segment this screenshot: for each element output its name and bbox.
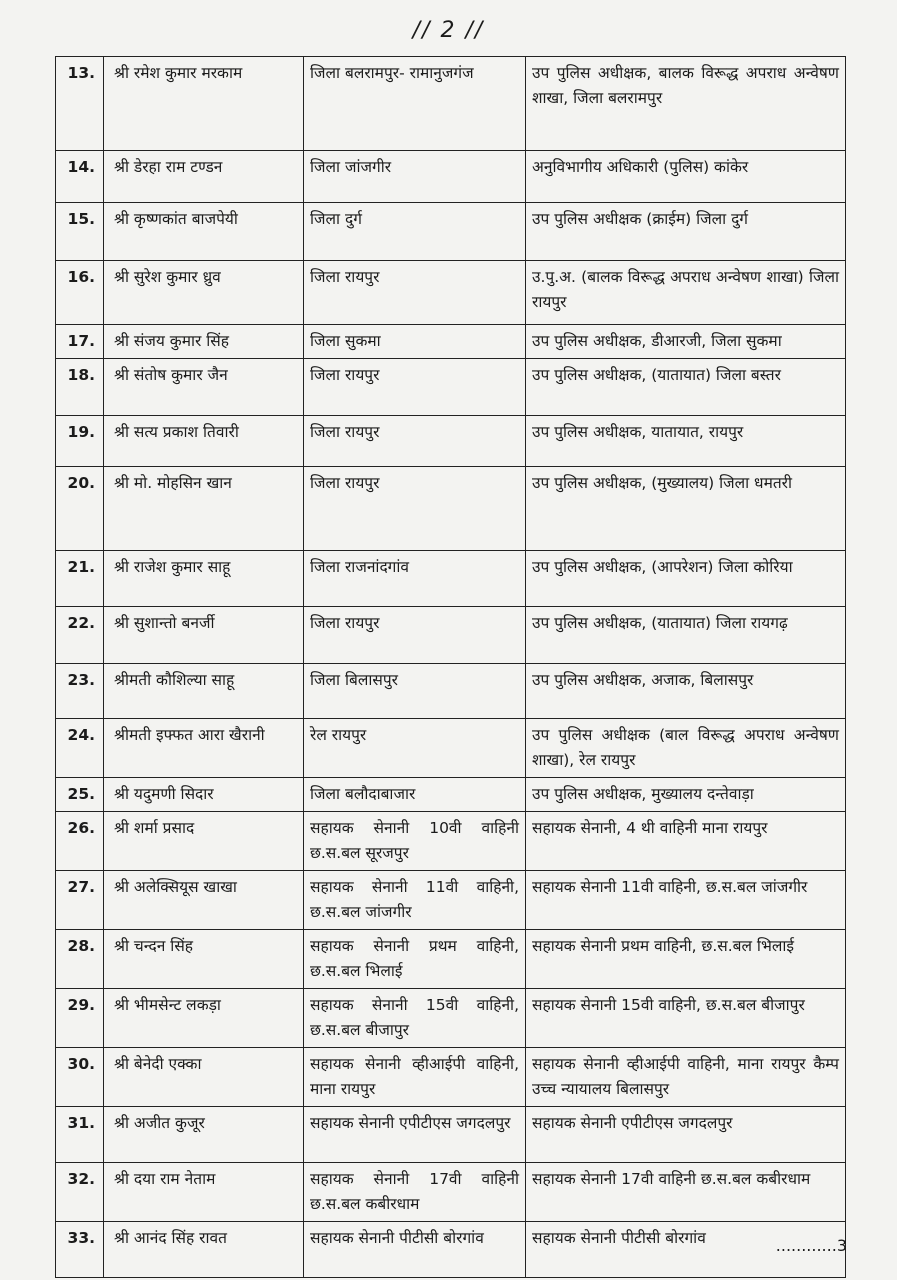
new-posting: उप पुलिस अधीक्षक, बालक विरूद्ध अपराध अन्वेषण शाखा, जिला बलरामपुर <box>526 57 846 151</box>
serial-number: 20. <box>56 467 104 551</box>
serial-number: 21. <box>56 551 104 607</box>
current-posting: जिला रायपुर <box>304 359 526 416</box>
new-posting: सहायक सेनानी 17वी वाहिनी छ.स.बल कबीरधाम <box>526 1163 846 1222</box>
serial-number: 17. <box>56 325 104 359</box>
officer-name: श्री सुशान्तो बनर्जी <box>104 607 304 664</box>
new-posting: सहायक सेनानी 15वी वाहिनी, छ.स.बल बीजापुर <box>526 989 846 1048</box>
serial-number: 15. <box>56 203 104 261</box>
officer-name: श्री राजेश कुमार साहू <box>104 551 304 607</box>
new-posting: उप पुलिस अधीक्षक, (यातायात) जिला रायगढ़ <box>526 607 846 664</box>
table-row <box>56 989 846 1048</box>
current-posting: रेल रायपुर <box>304 719 526 778</box>
table-row <box>56 151 846 203</box>
serial-number: 31. <box>56 1107 104 1163</box>
current-posting: जिला रायपुर <box>304 416 526 467</box>
new-posting: सहायक सेनानी प्रथम वाहिनी, छ.स.बल भिलाई <box>526 930 846 989</box>
table-row <box>56 325 846 359</box>
new-posting: उप पुलिस अधीक्षक, (आपरेशन) जिला कोरिया <box>526 551 846 607</box>
officer-name: श्री अजीत कुजूर <box>104 1107 304 1163</box>
current-posting: जिला रायपुर <box>304 467 526 551</box>
serial-number: 26. <box>56 812 104 871</box>
current-posting: सहायक सेनानी एपीटीएस जगदलपुर <box>304 1107 526 1163</box>
current-posting: जिला जांजगीर <box>304 151 526 203</box>
serial-number: 27. <box>56 871 104 930</box>
serial-number: 28. <box>56 930 104 989</box>
serial-number: 13. <box>56 57 104 151</box>
new-posting: सहायक सेनानी व्हीआईपी वाहिनी, माना रायपुर कैम्प उच्च न्यायालय बिलासपुर <box>526 1048 846 1107</box>
serial-number: 23. <box>56 664 104 719</box>
current-posting: जिला बलरामपुर- रामानुजगंज <box>304 57 526 151</box>
current-posting: जिला सुकमा <box>304 325 526 359</box>
current-posting: जिला बलौदाबाजार <box>304 778 526 812</box>
serial-number: 22. <box>56 607 104 664</box>
page-number: // 2 // <box>412 18 485 43</box>
officer-name: श्री अलेक्सियूस खाखा <box>104 871 304 930</box>
new-posting: सहायक सेनानी, 4 थी वाहिनी माना रायपुर <box>526 812 846 871</box>
serial-number: 14. <box>56 151 104 203</box>
current-posting: सहायक सेनानी 10वी वाहिनी छ.स.बल सूरजपुर <box>304 812 526 871</box>
new-posting: अनुविभागीय अधिकारी (पुलिस) कांकेर <box>526 151 846 203</box>
new-posting: उप पुलिस अधीक्षक, (यातायात) जिला बस्तर <box>526 359 846 416</box>
officer-name: श्री सत्य प्रकाश तिवारी <box>104 416 304 467</box>
current-posting: सहायक सेनानी व्हीआईपी वाहिनी, माना रायपुर <box>304 1048 526 1107</box>
officer-name: श्री भीमसेन्ट लकड़ा <box>104 989 304 1048</box>
table-row <box>56 664 846 719</box>
table-row <box>56 778 846 812</box>
serial-number: 16. <box>56 261 104 325</box>
next-page-marker: ............3 <box>775 1236 847 1255</box>
serial-number: 29. <box>56 989 104 1048</box>
new-posting: सहायक सेनानी एपीटीएस जगदलपुर <box>526 1107 846 1163</box>
table-row <box>56 1222 846 1278</box>
table-row <box>56 812 846 871</box>
current-posting: जिला रायपुर <box>304 261 526 325</box>
table-row <box>56 1163 846 1222</box>
serial-number: 18. <box>56 359 104 416</box>
current-posting: सहायक सेनानी प्रथम वाहिनी, छ.स.बल भिलाई <box>304 930 526 989</box>
officer-name: श्री डेरहा राम टण्डन <box>104 151 304 203</box>
serial-number: 33. <box>56 1222 104 1278</box>
officer-name: श्री मो. मोहसिन खान <box>104 467 304 551</box>
new-posting: उ.पु.अ. (बालक विरूद्ध अपराध अन्वेषण शाखा) जिला रायपुर <box>526 261 846 325</box>
current-posting: जिला दुर्ग <box>304 203 526 261</box>
current-posting: सहायक सेनानी 11वी वाहिनी, छ.स.बल जांजगीर <box>304 871 526 930</box>
serial-number: 32. <box>56 1163 104 1222</box>
officer-name: श्री दया राम नेताम <box>104 1163 304 1222</box>
new-posting: सहायक सेनानी 11वी वाहिनी, छ.स.बल जांजगीर <box>526 871 846 930</box>
table-row <box>56 1048 846 1107</box>
current-posting: सहायक सेनानी पीटीसी बोरगांव <box>304 1222 526 1278</box>
current-posting: जिला बिलासपुर <box>304 664 526 719</box>
table-row <box>56 607 846 664</box>
new-posting: उप पुलिस अधीक्षक (क्राईम) जिला दुर्ग <box>526 203 846 261</box>
new-posting: उप पुलिस अधीक्षक (बाल विरूद्ध अपराध अन्वेषण शाखा), रेल रायपुर <box>526 719 846 778</box>
officer-name: श्री कृष्णकांत बाजपेयी <box>104 203 304 261</box>
new-posting: उप पुलिस अधीक्षक, अजाक, बिलासपुर <box>526 664 846 719</box>
new-posting: सहायक सेनानी पीटीसी बोरगांव <box>526 1222 846 1278</box>
new-posting: उप पुलिस अधीक्षक, डीआरजी, जिला सुकमा <box>526 325 846 359</box>
serial-number: 30. <box>56 1048 104 1107</box>
officer-name: श्री संतोष कुमार जैन <box>104 359 304 416</box>
table-row <box>56 416 846 467</box>
table-row <box>56 57 846 151</box>
table-row <box>56 871 846 930</box>
transfer-table <box>55 56 846 1278</box>
current-posting: सहायक सेनानी 17वी वाहिनी छ.स.बल कबीरधाम <box>304 1163 526 1222</box>
table-row <box>56 467 846 551</box>
officer-name: श्री सुरेश कुमार ध्रुव <box>104 261 304 325</box>
new-posting: उप पुलिस अधीक्षक, (मुख्यालय) जिला धमतरी <box>526 467 846 551</box>
serial-number: 19. <box>56 416 104 467</box>
officer-name: श्री शर्मा प्रसाद <box>104 812 304 871</box>
table-row <box>56 203 846 261</box>
table-row <box>56 359 846 416</box>
current-posting: सहायक सेनानी 15वी वाहिनी, छ.स.बल बीजापुर <box>304 989 526 1048</box>
officer-name: श्री रमेश कुमार मरकाम <box>104 57 304 151</box>
officer-name: श्री यदुमणी सिदार <box>104 778 304 812</box>
new-posting: उप पुलिस अधीक्षक, यातायात, रायपुर <box>526 416 846 467</box>
table-row <box>56 930 846 989</box>
officer-name: श्री बेनेदी एक्का <box>104 1048 304 1107</box>
serial-number: 24. <box>56 719 104 778</box>
officer-name: श्री संजय कुमार सिंह <box>104 325 304 359</box>
officer-name: श्रीमती इफ्फत आरा खैरानी <box>104 719 304 778</box>
officer-name: श्री चन्दन सिंह <box>104 930 304 989</box>
table-row <box>56 261 846 325</box>
new-posting: उप पुलिस अधीक्षक, मुख्यालय दन्तेवाड़ा <box>526 778 846 812</box>
table-row <box>56 551 846 607</box>
table-row <box>56 1107 846 1163</box>
current-posting: जिला रायपुर <box>304 607 526 664</box>
table-row <box>56 719 846 778</box>
current-posting: जिला राजनांदगांव <box>304 551 526 607</box>
officer-name: श्री आनंद सिंह रावत <box>104 1222 304 1278</box>
serial-number: 25. <box>56 778 104 812</box>
officer-name: श्रीमती कौशिल्या साहू <box>104 664 304 719</box>
